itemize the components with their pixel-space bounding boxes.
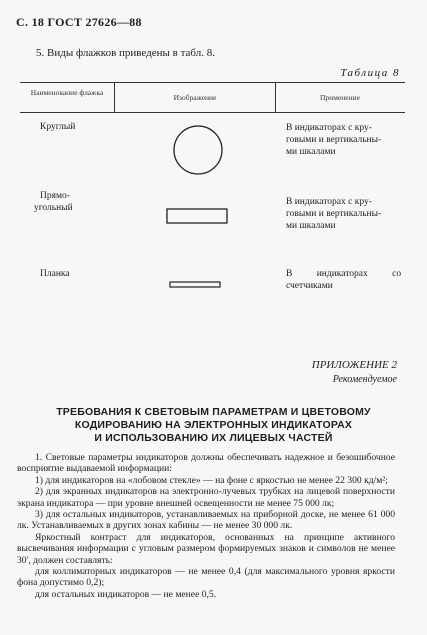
paragraph: 1) для индикаторов на «лобовом стекле» — на фоне с яркостью не менее 22 300 кд/м²; (35, 474, 388, 486)
col-header-usage: Применение (320, 93, 360, 102)
table-row-usage (286, 122, 410, 158)
table-caption: Таблица 8 (340, 67, 400, 79)
usage-line: ми шкалами (286, 147, 336, 157)
paragraph: для коллиматорных индикаторов — не менее 0,4 (для максимального уровня яркости фона допустимо 0,2); (17, 566, 395, 589)
paragraph: 1. Световые параметры индикаторов должны обеспечивать надежное и безошибочное восприятие выдаваемой информации: (17, 452, 395, 475)
rectangular-flag-shape (167, 209, 227, 223)
table-col-divider (275, 82, 276, 112)
round-flag-shape (174, 126, 222, 174)
section-title-line: ТРЕБОВАНИЯ К СВЕТОВЫМ ПАРАМЕТРАМ И ЦВЕТОВОМУ (56, 406, 371, 418)
appendix-title: ПРИЛОЖЕНИЕ 2 (311, 359, 397, 371)
page-header: С. 18 ГОСТ 27626—88 (16, 15, 142, 29)
usage-line: счетчиками (286, 281, 333, 291)
usage-line: В индикаторах со (286, 269, 402, 279)
usage-line: В индикаторах с кру- (286, 197, 372, 207)
appendix-body (17, 452, 395, 600)
row-name-line: Круглый (40, 122, 76, 132)
bar-flag-shape (170, 282, 220, 287)
table-row-name (40, 121, 75, 133)
intro-paragraph: 5. Виды флажков приведены в табл. 8. (36, 47, 215, 59)
table-row-name (40, 268, 70, 280)
section-title-line: И ИСПОЛЬЗОВАНИЮ ИХ ЛИЦЕВЫХ ЧАСТЕЙ (94, 432, 333, 444)
flag-shapes (115, 112, 277, 312)
col-header-name: Наименование флажка (30, 88, 104, 97)
row-name-line: Прямо- (40, 191, 70, 201)
appendix-subtitle: Рекомендуемое (332, 374, 397, 385)
paragraph: 3) для остальных индикаторов, устанавливаемых на приборной доске, не менее 61 000 лк. Устанавливаемых в других зонах кабины — не менее 30 000 лк. (17, 509, 395, 532)
paragraph: 2) для экранных индикаторов на электронно-лучевых трубках на лицевой поверхности экрана индикатора — при уровне внешней освещенности не менее 75 000 лк; (17, 486, 395, 509)
table-top-rule (20, 82, 405, 83)
usage-line: ми шкалами (286, 221, 336, 231)
table-col-divider (114, 82, 115, 112)
table-row-name (34, 190, 73, 214)
table-row-usage (286, 268, 410, 292)
usage-line: В индикаторах с кру- (286, 123, 372, 133)
row-name-line: угольный (34, 203, 73, 213)
section-title-line: КОДИРОВАНИЮ НА ЭЛЕКТРОННЫХ ИНДИКАТОРАХ (74, 419, 353, 431)
row-name-line: Планка (40, 269, 70, 279)
section-title (0, 406, 427, 445)
paragraph: Яркостный контраст для индикаторов, основанных на принципе активного высвечивания информации с угловым размером формируемых знаков и символов не менее 30', должен составлять: (17, 531, 395, 566)
usage-line: говыми и вертикальны- (286, 209, 382, 219)
col-header-image: Изображение (173, 93, 217, 102)
paragraph: для остальных индикаторов — не менее 0,5. (35, 588, 217, 600)
table-row-usage (286, 196, 410, 232)
usage-line: говыми и вертикальны- (286, 135, 382, 145)
